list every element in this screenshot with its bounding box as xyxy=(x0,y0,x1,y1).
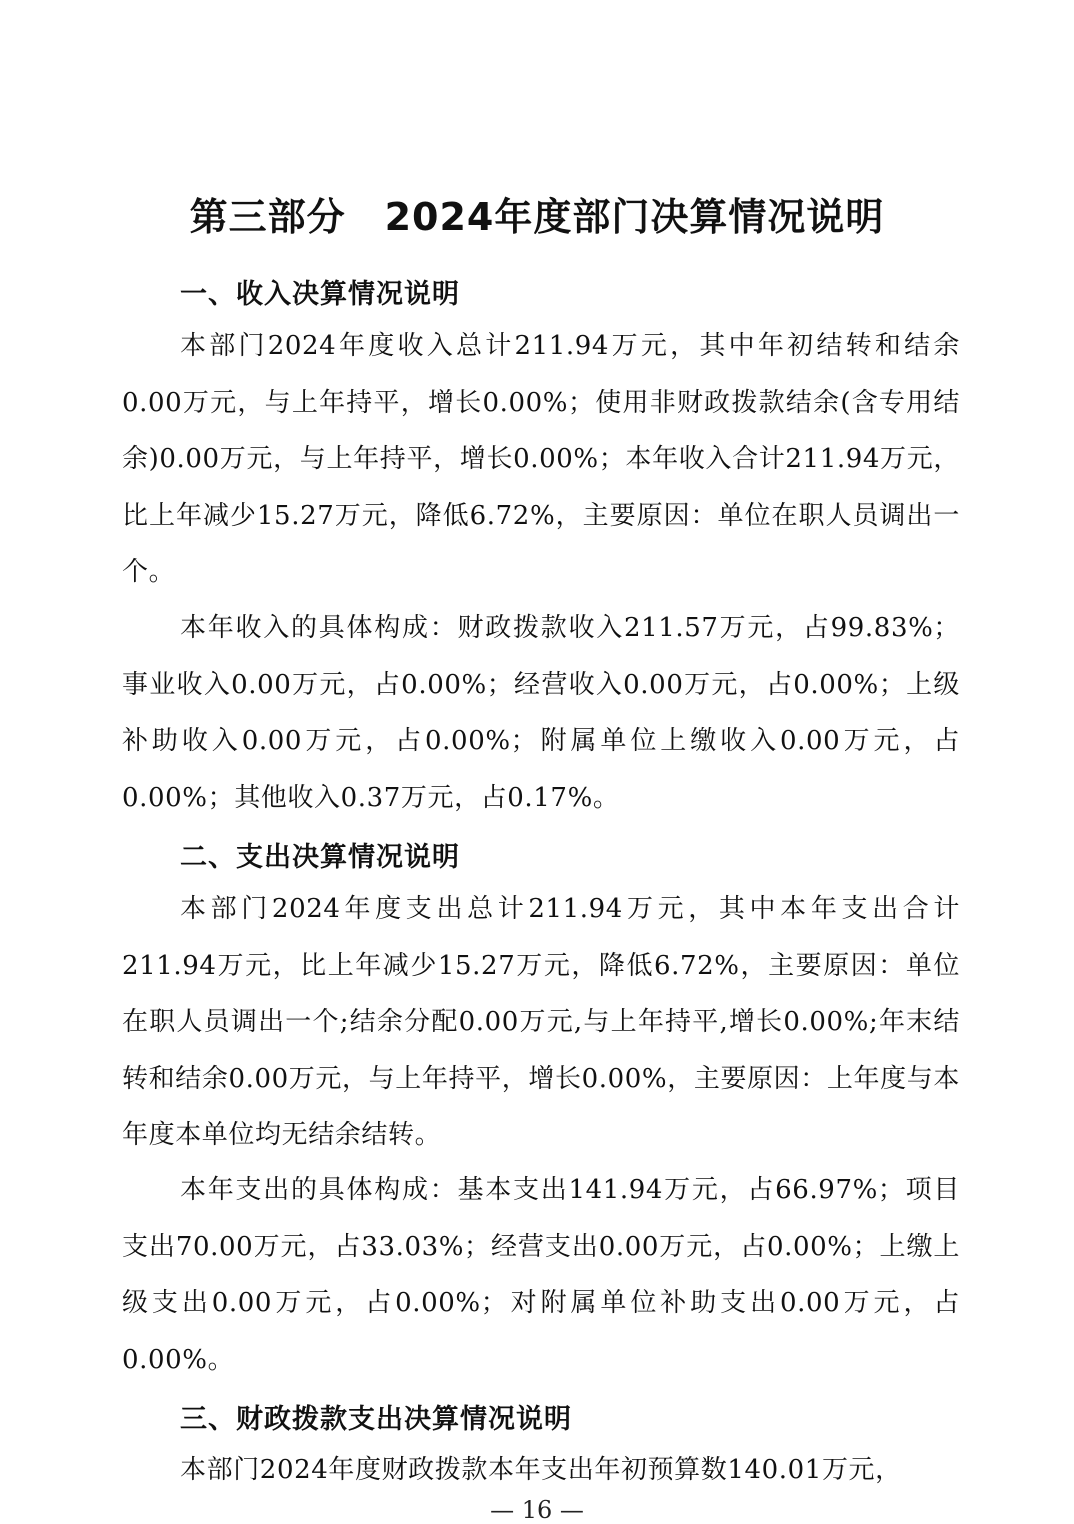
income-composition-paragraph: 本年收入的具体构成：财政拨款收入211.57万元，占99.83%；事业收入0.00万元，占0.00%；经营收入0.00万元，占0.00%；上级补助收入0.00万元，占0.00%；附属单位上缴收入0.00万元，占0.00%；其他收入0.37万元，占0.17%。 xyxy=(122,613,960,813)
expenditure-composition-paragraph: 本年支出的具体构成：基本支出141.94万元，占66.97%；项目支出70.00万元，占33.03%；经营支出0.00万元，占0.00%；上缴上级支出0.00万元，占0.00%；对附属单位补助支出0.00万元，占0.00%。 xyxy=(122,1175,960,1375)
fiscal-appropriation-paragraph: 本部门2024年度财政拨款本年支出年初预算数140.01万元， xyxy=(180,1455,902,1485)
page-title: 第三部分 2024年度部门决算情况说明 xyxy=(189,195,885,239)
expenditure-total-paragraph: 本部门2024年度支出总计211.94万元，其中本年支出合计211.94万元，比上年减少15.27万元，降低6.72%，主要原因：单位在职人员调出一个;结余分配0.00万元,与上年持平,增长0.00%;年末结转和结余0.00万元，与上年持平，增长0.00%，主要原因：上年度与本年度本单位均无结余结转。 xyxy=(122,894,960,1150)
income-total-paragraph: 本部门2024年度收入总计211.94万元，其中年初结转和结余0.00万元，与上年持平，增长0.00%；使用非财政拨款结余(含专用结余)0.00万元，与上年持平，增长0.00%；本年收入合计211.94万元，比上年减少15.27万元，降低6.72%，主要原因：单位在职人员调出一个。 xyxy=(122,331,960,587)
page-number: — 16 — xyxy=(490,1496,584,1524)
section-heading-fiscal-appropriation: 三、财政拨款支出决算情况说明 xyxy=(180,1404,572,1435)
section-heading-expenditure: 二、支出决算情况说明 xyxy=(180,842,460,873)
section-heading-income: 一、收入决算情况说明 xyxy=(180,279,460,310)
